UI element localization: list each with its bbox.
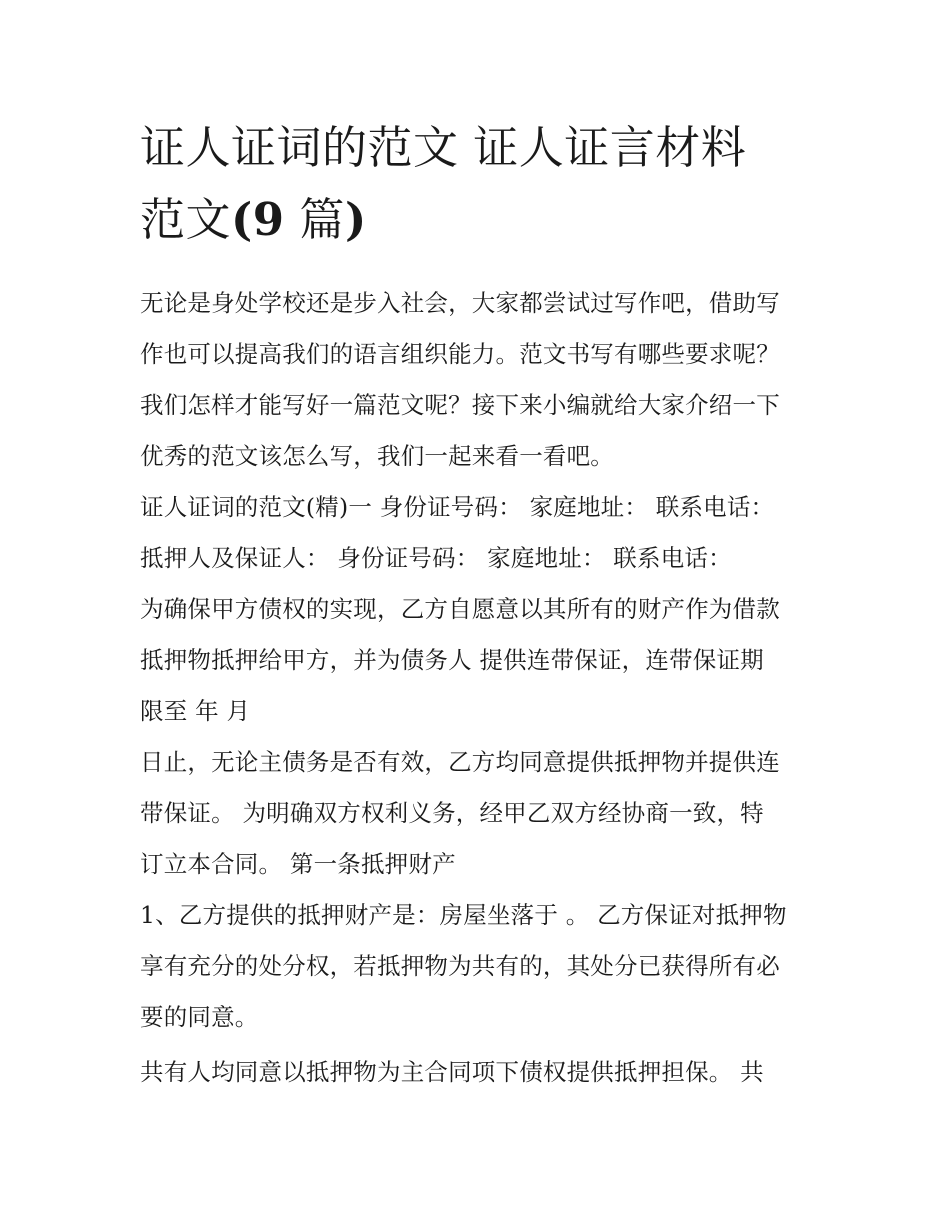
title-line-2-word: 篇 — [284, 193, 345, 246]
title-line-1: 证人证词的范文 证人证言材料 — [140, 121, 747, 174]
paragraph-witness-info: 证人证词的范文(精)一 身份证号码： 家庭地址： 联系电话： — [140, 493, 775, 521]
paragraph-guarantor-info: 抵押人及保证人： 身份证号码： 家庭地址： 联系电话： — [140, 544, 732, 572]
document-body — [140, 278, 820, 1098]
document-page — [140, 112, 820, 1098]
paragraph-guarantee-purpose: 为确保甲方债权的实现，乙方自愿意以其所有的财产作为借款 抵押物抵押给甲方，并为债务人 提供连带保证，连带保证期 限至 年 月 — [140, 595, 780, 725]
paragraph-collateral: 1、乙方提供的抵押财产是：房屋坐落于 。 乙方保证对抵押物 享有充分的处分权，若抵押物为共有的，其处分已获得所有必 要的同意。 — [140, 901, 787, 1031]
title-line-2-prefix: 范文 — [140, 193, 232, 246]
title-line-2-close: ) — [344, 193, 367, 246]
paragraph-co-owners: 共有人均同意以抵押物为主合同项下债权提供抵押担保。 共 — [140, 1058, 764, 1086]
document-title — [140, 112, 820, 256]
paragraph-intro: 无论是身处学校还是步入社会，大家都尝试过写作吧，借助写 作也可以提高我们的语言组织能力。范文书写有哪些要求呢？ 我们怎样才能写好一篇范文呢？接下来小编就给大家介绍一下 优秀的范文该怎么写，我们一起来看一看吧。 — [140, 289, 780, 470]
title-line-2-number: (9 — [231, 193, 285, 246]
paragraph-guarantee-terms: 日止，无论主债务是否有效，乙方均同意提供抵押物并提供连 带保证。 为明确双方权利义务，经甲乙双方经协商一致，特 订立本合同。 第一条抵押财产 — [140, 748, 780, 878]
